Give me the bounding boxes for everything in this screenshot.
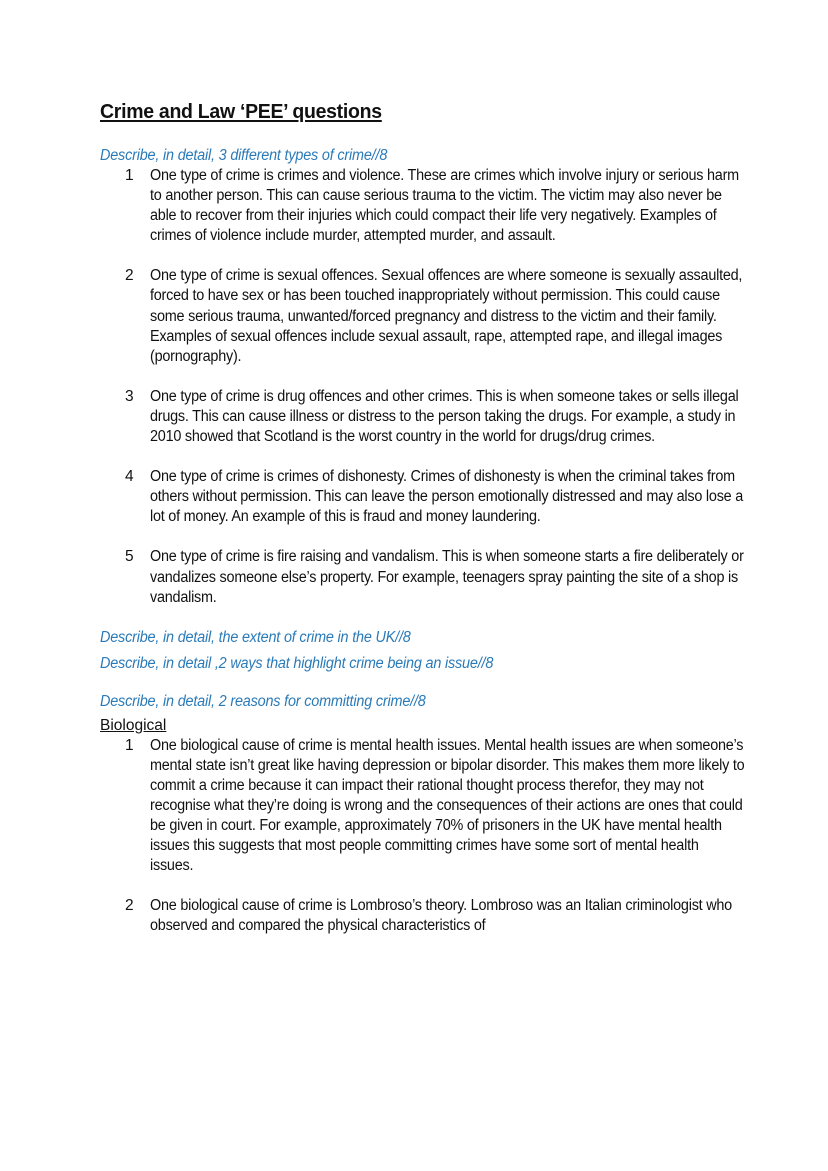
item-number: 1 [125,167,134,184]
item-text: One type of crime is sexual offences. Sexual offences are where someone is sexually assaulted, forced to have sex or has been touched inappropriately without permission. This could cause some serious trauma, unwanted/forced pregnancy and distress to the victim and their family. Examples of sexual offences include sexual assault, rape, attempted rape, and illegal images (pornography). [150,267,743,365]
list-item [100,896,740,936]
item-text: One type of crime is drug offences and other crimes. This is when someone takes or sells illegal drugs. This can cause illness or distress to the person taking the drugs. For example, a study in 2010 showed that Scotland is the worst country in the world for drugs/drug crimes. [150,387,739,446]
item-number: 1 [125,736,134,754]
item-number: 2 [125,267,134,285]
question-types-of-crime: Describe, in detail, 3 different types of crime//8 [100,147,388,164]
item-number: 3 [125,387,134,405]
list-item [100,736,745,877]
list-item [100,547,744,607]
list-item [100,266,743,366]
question-crime-issue: Describe, in detail ,2 ways that highlight crime being an issue//8 [100,654,494,672]
item-number: 5 [125,548,134,566]
item-text: One type of crime is crimes of dishonesty. Crimes of dishonesty is when the criminal takes from others without permission. This can leave the person emotionally distressed and may also lose a lot of money. An example of this is fraud and money laundering. [150,468,744,526]
item-text: One type of crime is crimes and violence. These are crimes which involve injury or serious harm to another person. This can cause serious trauma to the victim. The victim may also never be able to recover from their injuries which could compact their life very negatively. Examples of crimes of violence include murder, attempted murder, and assault. [150,167,739,245]
list-item [100,387,740,447]
subheading-biological: Biological [100,716,167,734]
list-item [100,166,740,246]
item-number: 2 [125,897,134,915]
list-item [100,467,744,527]
question-reasons-for-crime: Describe, in detail, 2 reasons for committing crime//8 [100,692,426,710]
item-text: One type of crime is fire raising and vandalism. This is when someone starts a fire deliberately or vandalizes someone else’s property. For example, teenagers spray painting the site of a shop is vandalism. [150,548,744,606]
item-text: One biological cause of crime is Lombroso’s theory. Lombroso was an Italian criminologist who observed and compared the physical characteristics of [150,897,732,935]
item-text: One biological cause of crime is mental health issues. Mental health issues are when someone’s mental state isn’t great like having depression or bipolar disorder. This makes them more likely to commit a crime because it can impact their rational thought process therefor, they may not recognise what they’re doing is wrong and the consequences of their actions are ones that could be given in court. For example, approximately 70% of prisoners in the UK have mental health issues this suggests that most people committing crimes have some sort of mental health issues. [150,736,745,875]
answer-list-types-of-crime [100,166,744,608]
answer-list-reasons [100,736,745,937]
document-page [100,100,745,957]
item-number: 4 [125,468,134,486]
question-extent-of-crime: Describe, in detail, the extent of crime in the UK//8 [100,628,411,646]
page-title: Crime and Law ‘PEE’ questions [100,100,382,123]
